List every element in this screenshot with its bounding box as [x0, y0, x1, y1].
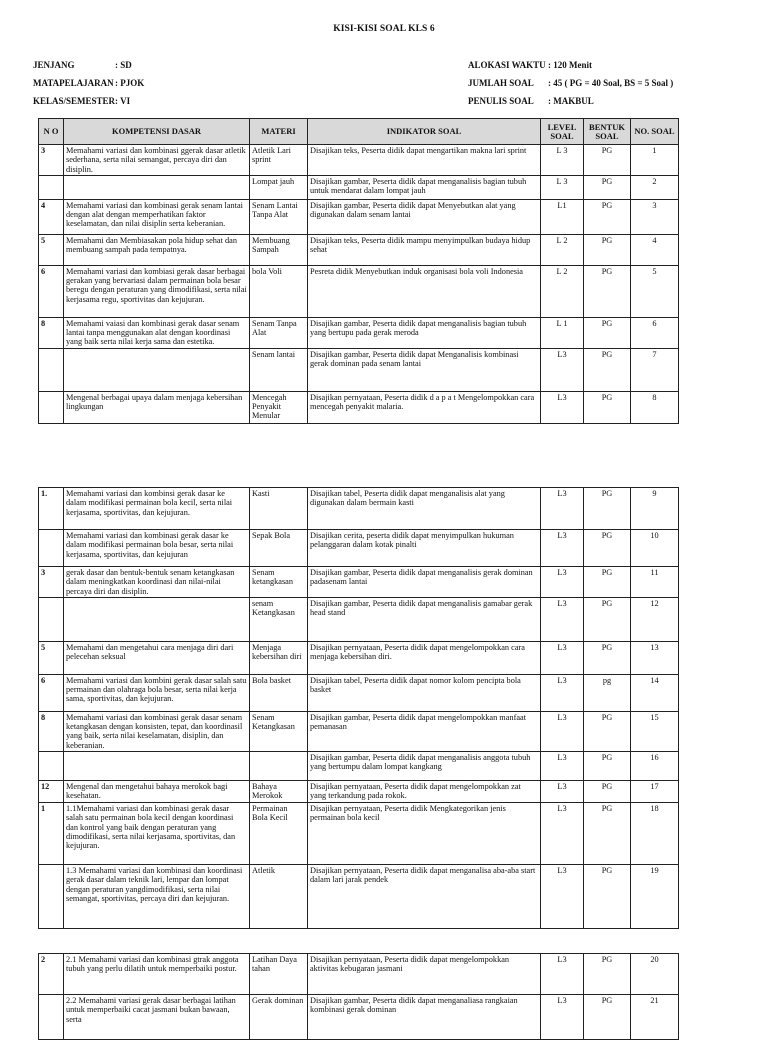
nomor-soal-cell: 14 — [631, 674, 679, 711]
column-header-nomor-soal: NO. SOAL — [631, 119, 679, 145]
materi-cell: Senam lantai — [250, 348, 308, 391]
materi-cell: Latihan Daya tahan — [250, 954, 308, 995]
indikator-soal-cell: Disajikan pernyataan, Peserta didik d a p a t Mengelompokkan cara mencegah penyakit malaria. — [308, 391, 541, 423]
materi-cell: Bahaya Merokok — [250, 780, 308, 802]
meta-matapelajaran — [33, 77, 144, 95]
materi-cell: Gerak dominan — [250, 995, 308, 1040]
nomor-soal-cell: 17 — [631, 780, 679, 802]
level-soal-cell: L3 — [541, 751, 584, 780]
nomor-soal-cell: 7 — [631, 348, 679, 391]
meta-jumlah-soal — [468, 77, 673, 95]
bentuk-soal-cell: PG — [584, 751, 631, 780]
bentuk-soal-cell: pg — [584, 674, 631, 711]
kompetensi-dasar-cell — [64, 597, 250, 641]
row-number-cell — [39, 751, 64, 780]
bentuk-soal-cell: PG — [584, 265, 631, 317]
row-number-cell — [39, 864, 64, 928]
nomor-soal-cell: 13 — [631, 641, 679, 674]
level-soal-cell: L 2 — [541, 234, 584, 265]
nomor-soal-cell: 2 — [631, 175, 679, 199]
kompetensi-dasar-cell: Memahami variasi dan kombinasi gerak dasar ke dalam modifikasi permainan bola besar, serta nilai kerjasama, sportivitas, dan kejujuran — [64, 530, 250, 567]
row-number-cell: 5 — [39, 234, 64, 265]
indikator-soal-cell: Disajikan gambar, Peserta didik dapat menganalisis anggota tubuh yang bertumpu dalam lompat kangkang — [308, 751, 541, 780]
indikator-soal-cell: Disajikan gambar, Peserta didik dapat menganalisis gamabar gerak head stand — [308, 597, 541, 641]
indikator-soal-cell: Disajikan tabel, Peserta didik dapat menganalisis alat yang digunakan dalam bermain kasti — [308, 488, 541, 530]
meta-value: : 120 Menit — [548, 60, 592, 70]
kompetensi-dasar-cell: Memahami variasi dan kombinasi gerak dasar senam ketangkasan dengan konsisten, tepat, dan koordinasil yang baik, serta nilai keselamatan, disiplin, dan keberanian. — [64, 711, 250, 751]
table-row — [39, 954, 679, 995]
row-number-cell: 8 — [39, 317, 64, 348]
bentuk-soal-cell: PG — [584, 234, 631, 265]
row-number-cell: 12 — [39, 780, 64, 802]
materi-cell: Senam Tanpa Alat — [250, 317, 308, 348]
level-soal-cell: L3 — [541, 780, 584, 802]
nomor-soal-cell: 20 — [631, 954, 679, 995]
meta-label: MATAPELAJARAN — [33, 78, 114, 88]
row-number-cell — [39, 995, 64, 1040]
indikator-soal-cell: Disajikan gambar, Peserta didik dapat menganaliasa rangkaian kombinasi gerak dominan — [308, 995, 541, 1040]
table-header-row — [39, 119, 679, 145]
indikator-soal-cell: Disajikan pernyataan, Peserta didik dapat mengelompokkan cara menjaga kebersihan diri. — [308, 641, 541, 674]
materi-cell: Senam ketangkasan — [250, 567, 308, 598]
kompetensi-dasar-cell — [64, 348, 250, 391]
meta-value: : SD — [115, 60, 132, 70]
indikator-soal-cell: Disajikan gambar, Peserta didik dapat menganalisis bagian tubuh yang bertupu pada gerak meroda — [308, 317, 541, 348]
bentuk-soal-cell: PG — [584, 199, 631, 234]
indikator-soal-cell: Disajikan gambar, Peserta didik dapat menganalisis gerak dominan padasenam lantai — [308, 567, 541, 598]
kompetensi-dasar-cell: 1.3 Memahami variasi dan kombinasi dan koordinasi gerak dasar dalam teknik lari, lempar dan lompat dengan peraturan yangdimodifikasi, serta nilai semangat, sportivitas, percaya diri dan kejujuran. — [64, 864, 250, 928]
row-number-cell: 4 — [39, 199, 64, 234]
kompetensi-dasar-cell: Memahami dan mengetahui cara menjaga diri dari pelecehan seksual — [64, 641, 250, 674]
kompetensi-dasar-cell: Memahami variasi dan kombiasi gerak dasar berbagai gerakan yang bervariasi dalam permainan bola besar beregu dengan peraturan yang dimodifikasi, serta nilai kerjasama regu, sportivitas dan kejujuran. — [64, 265, 250, 317]
document-title: KISI-KISI SOAL KLS 6 — [333, 24, 435, 34]
table-row — [39, 780, 679, 802]
row-number-cell: 1 — [39, 802, 64, 864]
kompetensi-dasar-cell: Memahami variasi dan kombinasi ggerak dasar atletik sederhana, serta nilai semangat, percaya diri dan disiplin. — [64, 145, 250, 176]
materi-cell: Atletik Lari sprint — [250, 145, 308, 176]
materi-cell: Bola basket — [250, 674, 308, 711]
materi-cell: Menjaga kebersihan diri — [250, 641, 308, 674]
table-row — [39, 265, 679, 317]
bentuk-soal-cell: PG — [584, 567, 631, 598]
indikator-soal-cell: Disajikan cerita, peserta didik dapat menyimpulkan hukuman pelanggaran dalam kotak pinalti — [308, 530, 541, 567]
nomor-soal-cell: 6 — [631, 317, 679, 348]
bentuk-soal-cell: PG — [584, 348, 631, 391]
nomor-soal-cell: 12 — [631, 597, 679, 641]
row-number-cell: 3 — [39, 145, 64, 176]
level-soal-cell: L3 — [541, 711, 584, 751]
indikator-soal-cell: Disajikan tabel, Peserta didik dapat nomor kolom pencipta bola basket — [308, 674, 541, 711]
row-number-cell: 2 — [39, 954, 64, 995]
nomor-soal-cell: 5 — [631, 265, 679, 317]
table-row — [39, 641, 679, 674]
nomor-soal-cell: 9 — [631, 488, 679, 530]
bentuk-soal-cell: PG — [584, 597, 631, 641]
level-soal-cell: L3 — [541, 995, 584, 1040]
indikator-soal-cell: Disajikan gambar, Peserta didik dapat Menyebutkan alat yang digunakan dalam senam lantai — [308, 199, 541, 234]
materi-cell: Kasti — [250, 488, 308, 530]
bentuk-soal-cell: PG — [584, 954, 631, 995]
indikator-soal-cell: Disajikan pernyataan, Peserta didik Mengkategorikan jenis permainan bola kecil — [308, 802, 541, 864]
indikator-soal-cell: Disajikan teks, Peserta didik dapat mengartikan makna lari sprint — [308, 145, 541, 176]
kisi-kisi-table-3 — [38, 953, 679, 1040]
kompetensi-dasar-cell: 2.1 Memahami variasi dan kombinasi gtrak anggota tubuh yang perlu dilatih untuk memperbaiki postur. — [64, 954, 250, 995]
indikator-soal-cell: Disajikan gambar, Peserta didik dapat menganalisis bagian tubuh untuk mendarat dalam lompat jauh — [308, 175, 541, 199]
nomor-soal-cell: 16 — [631, 751, 679, 780]
level-soal-cell: L3 — [541, 802, 584, 864]
column-header-row-number: N O — [39, 119, 64, 145]
meta-label: KELAS/SEMESTER — [33, 96, 116, 106]
row-number-cell: 1. — [39, 488, 64, 530]
bentuk-soal-cell: PG — [584, 488, 631, 530]
table-row — [39, 199, 679, 234]
materi-cell: Sepak Bola — [250, 530, 308, 567]
meta-value: : VI — [115, 96, 131, 106]
indikator-soal-cell: Disajikan pernyataan, Peserta didik dapat mengelompokkan aktivitas kebugaran jasmani — [308, 954, 541, 995]
column-header-indikator-soal: INDIKATOR SOAL — [308, 119, 541, 145]
row-number-cell — [39, 348, 64, 391]
nomor-soal-cell: 8 — [631, 391, 679, 423]
table-row — [39, 391, 679, 423]
level-soal-cell: L3 — [541, 597, 584, 641]
materi-cell: bola Voli — [250, 265, 308, 317]
meta-label: JENJANG — [33, 60, 75, 70]
meta-jenjang — [33, 59, 144, 77]
row-number-cell — [39, 530, 64, 567]
kompetensi-dasar-cell: 1.1Memahami variasi dan kombinasi gerak dasar salah satu permainan bola kecil dengan koordinasi dan kontrol yang baik dengan peraturan yang dimodifikasi, serta nilai kerjasama, sportivitas, dan kejujuran. — [64, 802, 250, 864]
kompetensi-dasar-cell: Memahami variasi dan kombinsi gerak dasar ke dalam modifikasi permainan bola kecil, serta nilai kerjasama, sportivitas, dan kejujuran. — [64, 488, 250, 530]
kompetensi-dasar-cell — [64, 751, 250, 780]
nomor-soal-cell: 11 — [631, 567, 679, 598]
level-soal-cell: L3 — [541, 641, 584, 674]
meta-penulis-soal — [468, 95, 673, 113]
bentuk-soal-cell: PG — [584, 145, 631, 176]
level-soal-cell: L 3 — [541, 175, 584, 199]
kompetensi-dasar-cell: Mengenal dan mengetahui bahaya merokok bagi kesehatan. — [64, 780, 250, 802]
meta-alokasi-waktu — [468, 59, 673, 77]
nomor-soal-cell: 10 — [631, 530, 679, 567]
level-soal-cell: L3 — [541, 674, 584, 711]
indikator-soal-cell: Disajikan gambar, Peserta didik dapat mengelompokkan manfaat pemanasan — [308, 711, 541, 751]
materi-cell: Membuang Sampah — [250, 234, 308, 265]
table-row — [39, 751, 679, 780]
table-row — [39, 317, 679, 348]
meta-right-block — [468, 59, 673, 113]
meta-label: JUMLAH SOAL — [468, 78, 534, 88]
table-row — [39, 597, 679, 641]
nomor-soal-cell: 1 — [631, 145, 679, 176]
row-number-cell: 6 — [39, 265, 64, 317]
materi-cell: Lompat jauh — [250, 175, 308, 199]
column-header-bentuk-soal: BENTUK SOAL — [584, 119, 631, 145]
indikator-soal-cell: Disajikan pernyataan, Peserta didik dapat menganalisa aba-aba start dalam lari jarak pendek — [308, 864, 541, 928]
level-soal-cell: L3 — [541, 391, 584, 423]
row-number-cell — [39, 391, 64, 423]
level-soal-cell: L3 — [541, 530, 584, 567]
table-row — [39, 802, 679, 864]
table-row — [39, 711, 679, 751]
row-number-cell — [39, 175, 64, 199]
column-header-materi: MATERI — [250, 119, 308, 145]
materi-cell: Mencegah Penyakit Menular — [250, 391, 308, 423]
materi-cell: Atletik — [250, 864, 308, 928]
bentuk-soal-cell: PG — [584, 317, 631, 348]
indikator-soal-cell: Disajikan teks, Peserta didik mampu menyimpulkan budaya hidup sehat — [308, 234, 541, 265]
kompetensi-dasar-cell: Memahami dan Membiasakan pola hidup sehat dan membuang sampah pada tempatnya. — [64, 234, 250, 265]
column-header-kompetensi-dasar: KOMPETENSI DASAR — [64, 119, 250, 145]
bentuk-soal-cell: PG — [584, 530, 631, 567]
meta-left-block — [33, 59, 144, 113]
level-soal-cell: L 3 — [541, 145, 584, 176]
kompetensi-dasar-cell: Memahami variasi dan kombini gerak dasar salah satu permainan dan olahraga bola besar, serta nilai kerja sama, sportivitas, dan kejujuran. — [64, 674, 250, 711]
meta-value: : MAKBUL — [548, 96, 594, 106]
materi-cell: Permainan Bola Kecil — [250, 802, 308, 864]
bentuk-soal-cell: PG — [584, 711, 631, 751]
nomor-soal-cell: 4 — [631, 234, 679, 265]
nomor-soal-cell: 15 — [631, 711, 679, 751]
bentuk-soal-cell: PG — [584, 995, 631, 1040]
table-row — [39, 567, 679, 598]
level-soal-cell: L3 — [541, 348, 584, 391]
level-soal-cell: L3 — [541, 864, 584, 928]
kompetensi-dasar-cell: Memahami vaiasi dan kombinasi gerak dasar senam lantai tanpa menggunakan alat dengan koordinasi yang baik serta nilai kerja sama dan estetika. — [64, 317, 250, 348]
bentuk-soal-cell: PG — [584, 391, 631, 423]
table-row — [39, 488, 679, 530]
level-soal-cell: L 2 — [541, 265, 584, 317]
meta-label: PENULIS SOAL — [468, 96, 534, 106]
materi-cell: Senam Ketangkasan — [250, 711, 308, 751]
kompetensi-dasar-cell: 2.2 Memahami variasi gerak dasar berbagai latihan untuk memperbaiki cacat jasmani bukan bawaan, serta — [64, 995, 250, 1040]
table-row — [39, 175, 679, 199]
level-soal-cell: L3 — [541, 488, 584, 530]
bentuk-soal-cell: PG — [584, 864, 631, 928]
materi-cell: senam Ketangkasan — [250, 597, 308, 641]
level-soal-cell: L 1 — [541, 317, 584, 348]
kisi-kisi-table-1 — [38, 118, 679, 424]
kompetensi-dasar-cell: Memahami variasi dan kombinasi gerak senam lantai dengan alat dengan memperhatikan faktor keselamatan, dan nilai disiplin serta keberanian. — [64, 199, 250, 234]
materi-cell: Senam Lantai Tanpa Alat — [250, 199, 308, 234]
table-row — [39, 995, 679, 1040]
nomor-soal-cell: 21 — [631, 995, 679, 1040]
row-number-cell: 6 — [39, 674, 64, 711]
row-number-cell — [39, 597, 64, 641]
bentuk-soal-cell: PG — [584, 802, 631, 864]
row-number-cell: 3 — [39, 567, 64, 598]
kisi-kisi-table-2 — [38, 487, 679, 929]
meta-label: ALOKASI WAKTU — [468, 60, 546, 70]
level-soal-cell: L1 — [541, 199, 584, 234]
row-number-cell: 8 — [39, 711, 64, 751]
nomor-soal-cell: 3 — [631, 199, 679, 234]
indikator-soal-cell: Pesreta didik Menyebutkan induk organisasi bola voli Indonesia — [308, 265, 541, 317]
nomor-soal-cell: 18 — [631, 802, 679, 864]
table-row — [39, 145, 679, 176]
table-row — [39, 234, 679, 265]
indikator-soal-cell: Disajikan pernyataan, Peserta didik dapat mengelompokkan zat yang terkandung pada rokok. — [308, 780, 541, 802]
table-row — [39, 348, 679, 391]
bentuk-soal-cell: PG — [584, 780, 631, 802]
materi-cell — [250, 751, 308, 780]
kompetensi-dasar-cell — [64, 175, 250, 199]
level-soal-cell: L3 — [541, 954, 584, 995]
level-soal-cell: L3 — [541, 567, 584, 598]
bentuk-soal-cell: PG — [584, 175, 631, 199]
nomor-soal-cell: 19 — [631, 864, 679, 928]
meta-value: : 45 ( PG = 40 Soal, BS = 5 Soal ) — [548, 78, 674, 88]
column-header-level-soal: LEVEL SOAL — [541, 119, 584, 145]
meta-value: : PJOK — [115, 78, 145, 88]
kompetensi-dasar-cell: Mengenal berbagai upaya dalam menjaga kebersihan lingkungan — [64, 391, 250, 423]
row-number-cell: 5 — [39, 641, 64, 674]
bentuk-soal-cell: PG — [584, 641, 631, 674]
indikator-soal-cell: Disajikan gambar, Peserta didik dapat Menganalisis kombinasi gerak dominan pada senam lantai — [308, 348, 541, 391]
table-row — [39, 530, 679, 567]
table-row — [39, 674, 679, 711]
table-row — [39, 864, 679, 928]
kompetensi-dasar-cell: gerak dasar dan bentuk-bentuk senam ketangkasan dalam meningkatkan koordinasi dan nilai-nilai percaya diri dan disiplin. — [64, 567, 250, 598]
meta-kelas-semester — [33, 95, 144, 113]
